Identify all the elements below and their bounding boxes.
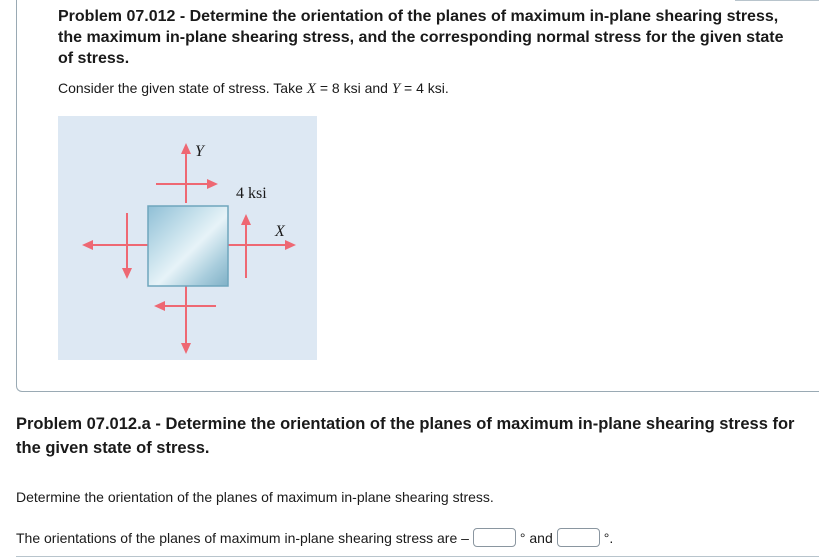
- label-x: X: [275, 223, 285, 240]
- answer-input-2[interactable]: [557, 528, 600, 547]
- answer-line: [16, 528, 613, 547]
- problem-description: [58, 80, 449, 98]
- y-variable: Y: [391, 81, 401, 97]
- y-value: = 4 ksi.: [400, 80, 449, 96]
- label-shear-stress: 4 ksi: [236, 185, 267, 202]
- answer-input-1[interactable]: [473, 528, 516, 547]
- answer-mid: ° and: [519, 529, 553, 546]
- subproblem-title: Problem 07.012.a - Determine the orientation of the planes of maximum in-plane shearing stress for the given state of stress.: [16, 415, 795, 457]
- x-value: = 8 ksi and: [315, 80, 392, 96]
- desc-prefix: Consider the given state of stress. Take: [58, 80, 307, 96]
- stress-element: [148, 206, 228, 286]
- subproblem-description: Determine the orientation of the planes of maximum in-plane shearing stress.: [16, 489, 494, 505]
- x-variable: X: [306, 81, 316, 97]
- label-y: Y: [195, 143, 204, 160]
- problem-title: Problem 07.012 - Determine the orientation of the planes of maximum in-plane shearing stress, the maximum in-plane shearing stress, and the corresponding normal stress for the given state of stress.: [58, 8, 784, 67]
- stress-element-figure: [58, 116, 317, 360]
- answer-suffix: °.: [603, 529, 614, 546]
- bottom-divider: [16, 556, 819, 557]
- answer-prefix: The orientations of the planes of maximum in-plane shearing stress are –: [16, 529, 469, 546]
